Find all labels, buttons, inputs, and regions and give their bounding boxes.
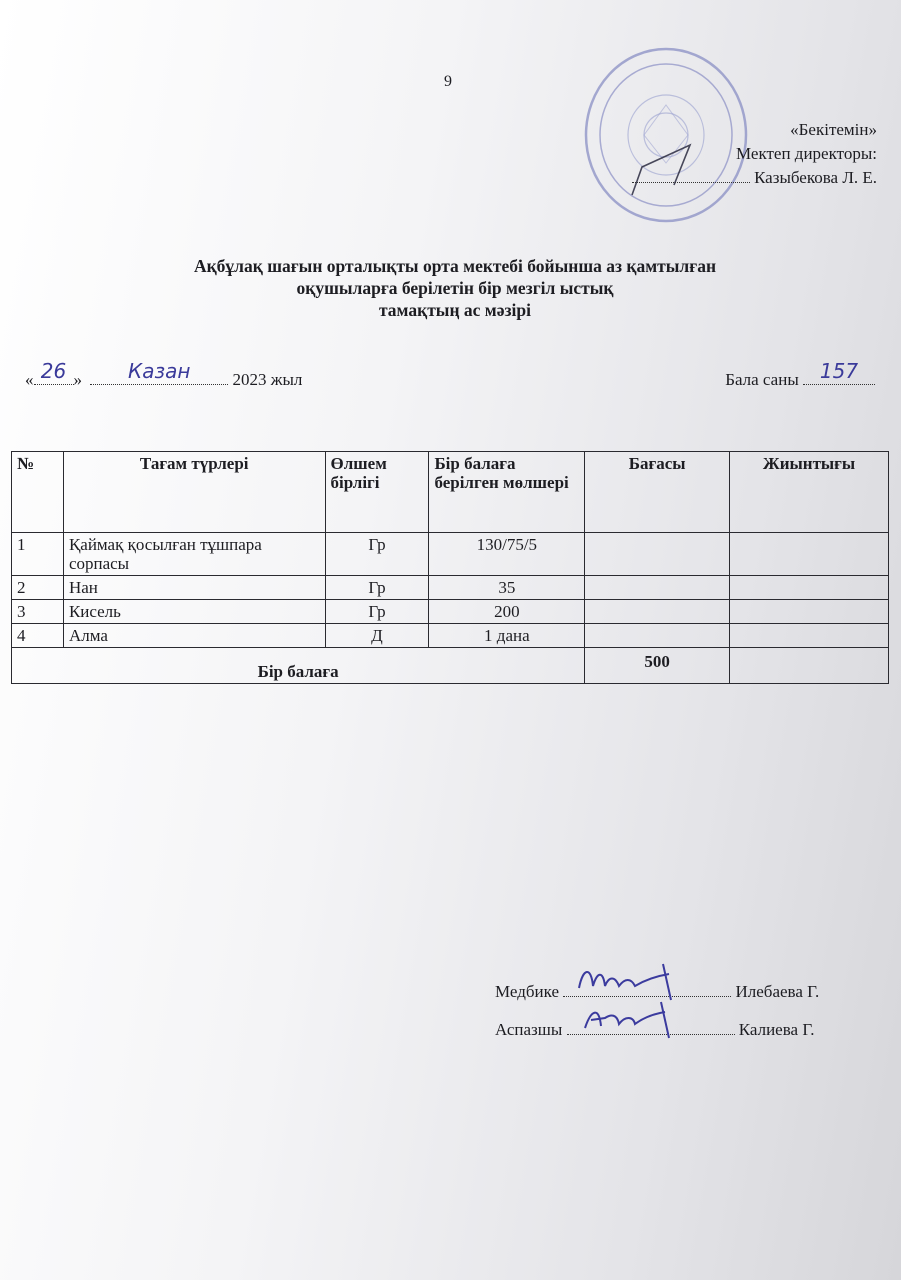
row-price	[585, 533, 730, 576]
cook-signature-line	[495, 1018, 814, 1040]
header-total: Жиынтығы	[730, 452, 889, 533]
children-count-field	[803, 359, 875, 385]
nurse-signature-field	[563, 980, 731, 997]
row-no: 1	[12, 533, 64, 576]
children-count-value: 157	[819, 359, 859, 383]
page-number: 9	[444, 73, 452, 90]
row-total	[730, 533, 889, 576]
row-total	[730, 600, 889, 624]
document-title	[80, 255, 830, 321]
approval-heading: «Бекітемін»	[790, 120, 877, 139]
header-amount: Бір балаға берілген мөлшері	[429, 452, 585, 533]
title-line-3: тамақтың ас мәзірі	[379, 300, 531, 320]
approval-position: Мектеп директоры:	[736, 144, 877, 163]
nurse-label: Медбике	[495, 982, 559, 1001]
row-no: 2	[12, 576, 64, 600]
row-price	[585, 576, 730, 600]
approval-signature-line	[632, 166, 877, 190]
cook-name: Калиева Г.	[738, 1020, 815, 1039]
row-unit: Гр	[325, 600, 429, 624]
cook-signature-field	[567, 1018, 735, 1035]
header-price: Бағасы	[585, 452, 730, 533]
summary-value: 500	[585, 648, 730, 684]
table-row	[12, 533, 889, 576]
table-row	[12, 600, 889, 624]
date-year: 2023 жыл	[232, 370, 303, 389]
nurse-name: Илебаева Г.	[735, 982, 820, 1001]
children-count-label: Бала саны	[725, 370, 799, 389]
cook-label: Аспазшы	[495, 1020, 563, 1039]
menu-table	[11, 451, 889, 684]
cook-signature-icon	[577, 996, 697, 1040]
date-open-quote: «	[25, 370, 34, 389]
date-close-quote: »	[73, 370, 82, 389]
date-day: 26	[40, 359, 67, 383]
row-amount: 200	[429, 600, 585, 624]
signature-blank	[632, 182, 750, 183]
date-line	[25, 359, 303, 390]
approval-block	[632, 118, 877, 190]
row-food: Алма	[63, 624, 325, 648]
title-line-1: Ақбұлақ шағын орталықты орта мектебі бойынша аз қамтылған	[193, 256, 717, 276]
row-food: Қаймақ қосылған тұшпара сорпасы	[63, 533, 325, 576]
table-header-row	[12, 452, 889, 533]
row-price	[585, 624, 730, 648]
row-total	[730, 576, 889, 600]
title-line-2: оқушыларға берілетін бір мезгіл ыстық	[296, 278, 614, 298]
director-name: Казыбекова Л. Е.	[754, 168, 877, 187]
header-no: №	[12, 452, 64, 533]
children-count-line	[725, 359, 875, 390]
date-month-field	[90, 359, 228, 385]
table-summary-row	[12, 648, 889, 684]
summary-label: Бір балаға	[12, 648, 585, 684]
row-no: 4	[12, 624, 64, 648]
date-month: Казан	[128, 359, 191, 383]
row-amount: 35	[429, 576, 585, 600]
row-total	[730, 624, 889, 648]
row-price	[585, 600, 730, 624]
table-row	[12, 624, 889, 648]
row-unit: Гр	[325, 576, 429, 600]
summary-total	[730, 648, 889, 684]
date-day-field	[34, 359, 74, 385]
row-no: 3	[12, 600, 64, 624]
row-unit: Д	[325, 624, 429, 648]
row-amount: 130/75/5	[429, 533, 585, 576]
table-row	[12, 576, 889, 600]
header-food-types: Тағам түрлері	[63, 452, 325, 533]
row-unit: Гр	[325, 533, 429, 576]
row-food: Кисель	[63, 600, 325, 624]
row-amount: 1 дана	[429, 624, 585, 648]
header-unit: Өлшем бірлігі	[325, 452, 429, 533]
row-food: Нан	[63, 576, 325, 600]
